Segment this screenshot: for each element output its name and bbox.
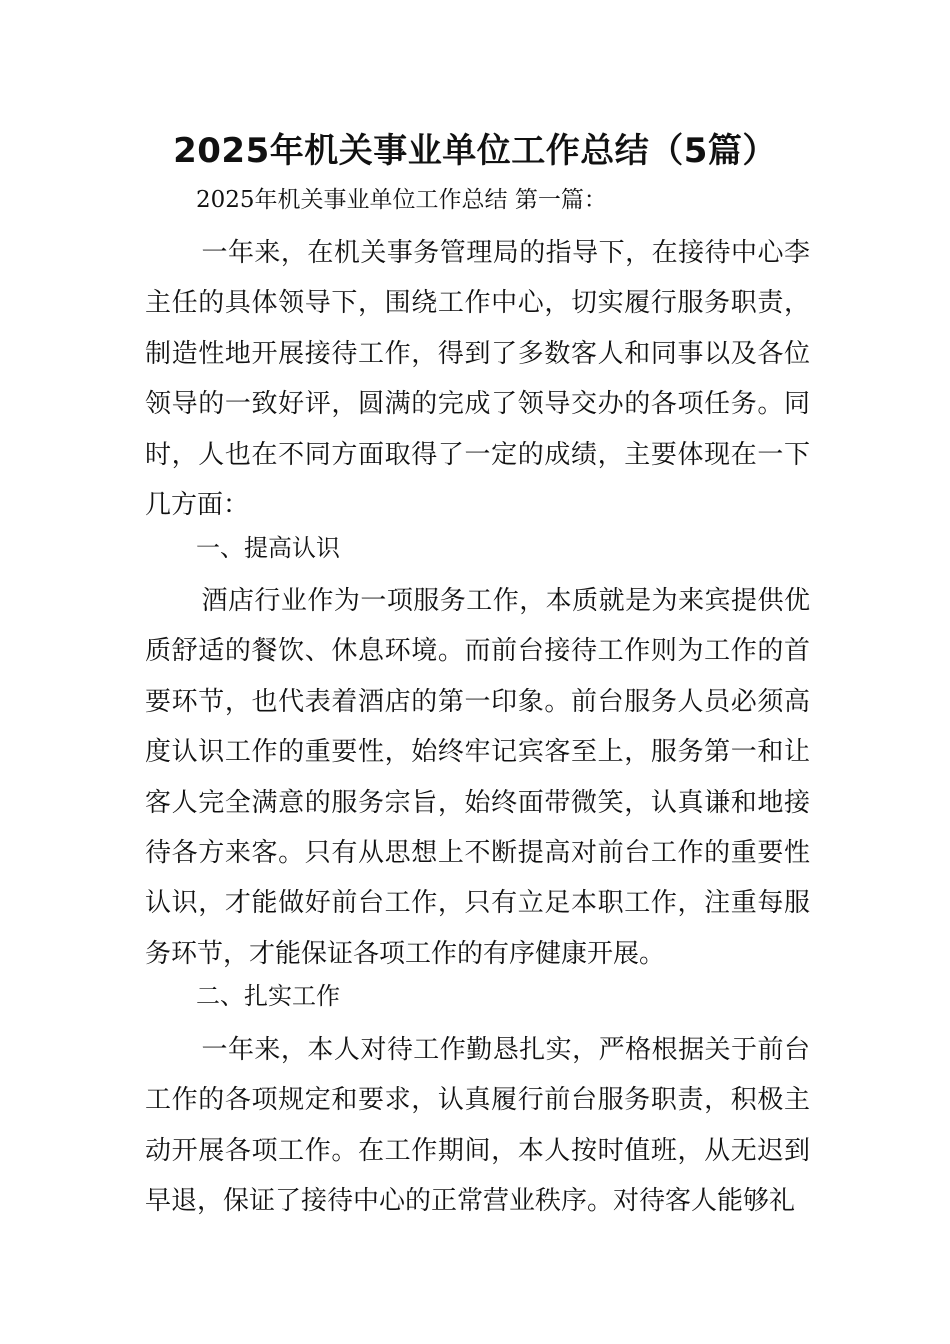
heading-solid-work: 二、扎实工作	[196, 982, 340, 1010]
heading-raise-awareness: 一、提高认识	[196, 534, 340, 562]
paragraph-awareness	[145, 576, 810, 979]
paragraph-intro	[145, 228, 810, 530]
paragraph-solid-work-text: 一年来，本人对待工作勤恳扎实，严格根据关于前台工作的各项规定和要求，认真履行前台服务职责，积极主动开展各项工作。在工作期间，本人按时值班，从无迟到早退，保证了接待中心的正常营业秩序。对待客人能够礼	[145, 1035, 810, 1217]
section-subtitle: 2025年机关事业单位工作总结 第一篇：	[196, 187, 607, 213]
document-title: 2025年机关事业单位工作总结（5篇）	[173, 131, 777, 171]
paragraph-awareness-text: 酒店行业作为一项服务工作，本质就是为来宾提供优质舒适的餐饮、休息环境。而前台接待工作则为工作的首要环节，也代表着酒店的第一印象。前台服务人员必须高度认识工作的重要性，始终牢记宾客至上，服务第一和让客人完全满意的服务宗旨，始终面带微笑，认真谦和地接待各方来客。只有从思想上不断提高对前台工作的重要性认识，才能做好前台工作，只有立足本职工作，注重每服务环节，才能保证各项工作的有序健康开展。	[145, 586, 810, 969]
paragraph-intro-text: 一年来，在机关事务管理局的指导下，在接待中心李主任的具体领导下，围绕工作中心，切实履行服务职责，制造性地开展接待工作，得到了多数客人和同事以及各位领导的一致好评，圆满的完成了领导交办的各项任务。同时，人也在不同方面取得了一定的成绩，主要体现在一下几方面：	[145, 238, 810, 521]
paragraph-solid-work	[145, 1025, 810, 1227]
